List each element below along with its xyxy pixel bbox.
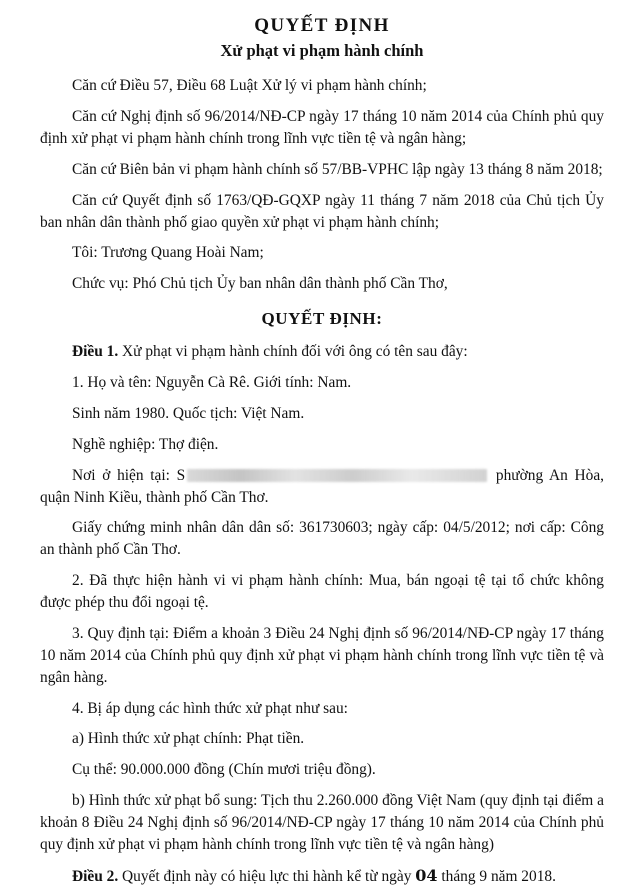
address-suffix: phường An Hòa, quận Ninh Kiều, thành phố Cần Thơ. bbox=[40, 466, 604, 506]
article-1-item-4b: b) Hình thức xử phạt bổ sung: Tịch thu 2.260.000 đồng Việt Nam (quy định tại điểm a khoản 8 Điều 24 Nghị định số 96/2014/NĐ-CP ngày 17 tháng 10 năm 2014 của Chính phủ quy định xử phạt vi phạm hành chính trong lĩnh vực tiền tệ và ngân hàng) bbox=[40, 792, 604, 853]
article-2-label: Điều 2. bbox=[72, 867, 119, 885]
article-1-item-1: 1. Họ và tên: Nguyễn Cà Rê. Giới tính: Nam. bbox=[72, 374, 352, 392]
article-1-item-4a: a) Hình thức xử phạt chính: Phạt tiền. bbox=[72, 730, 305, 748]
issuer-name: Tôi: Trương Quang Hoài Nam; bbox=[72, 244, 264, 262]
preamble-line-2: Căn cứ Nghị định số 96/2014/NĐ-CP ngày 17 tháng 10 năm 2014 của Chính phủ quy định xử phạt vi phạm hành chính trong lĩnh vực tiền tệ và ngân hàng; bbox=[40, 108, 604, 147]
preamble-line-4: Căn cứ Quyết định số 1763/QĐ-GQXP ngày 11 tháng 7 năm 2018 của Chủ tịch Ủy ban nhân dân thành phố giao quyền xử phạt vi phạm hành chính; bbox=[40, 191, 604, 231]
article-1-occupation: Nghề nghiệp: Thợ điện. bbox=[72, 435, 219, 453]
article-2-text-before-date: Quyết định này có hiệu lực thi hành kể từ ngày bbox=[118, 867, 416, 885]
article-1-item-3: 3. Quy định tại: Điểm a khoản 3 Điều 24 Nghị định số 96/2014/NĐ-CP ngày 17 tháng 10 năm 2014 của Chính phủ quy định xử phạt vi phạm hành chính trong lĩnh vực tiền tệ và ngân hàng. bbox=[40, 624, 604, 686]
document-subtitle: Xử phạt vi phạm hành chính bbox=[220, 40, 424, 60]
article-1-address bbox=[40, 465, 604, 509]
article-1-id-card: Giấy chứng minh nhân dân dân số: 361730603; ngày cấp: 04/5/2012; nơi cấp: Công an thành phố Cần Thơ. bbox=[40, 519, 604, 559]
preamble-line-3: Căn cứ Biên bản vi phạm hành chính số 57/BB-VPHC lập ngày 13 tháng 8 năm 2018; bbox=[72, 160, 603, 178]
issuer-position: Chức vụ: Phó Chủ tịch Ủy ban nhân dân thành phố Cần Thơ, bbox=[72, 275, 448, 293]
address-prefix: Nơi ở hiện tại: S bbox=[72, 466, 186, 484]
article-1-heading bbox=[40, 341, 604, 363]
article-1-label: Điều 1. bbox=[72, 343, 119, 361]
document-title: QUYẾT ĐỊNH bbox=[254, 15, 390, 36]
article-1-item-4a-detail: Cụ thể: 90.000.000 đồng (Chín mươi triệu đồng). bbox=[72, 761, 376, 779]
article-1-heading-text: Xử phạt vi phạm hành chính đối với ông có tên sau đây: bbox=[118, 343, 468, 361]
preamble-line-1: Căn cứ Điều 57, Điều 68 Luật Xử lý vi phạm hành chính; bbox=[72, 77, 427, 95]
article-1-item-4: 4. Bị áp dụng các hình thức xử phạt như sau: bbox=[72, 699, 348, 717]
article-1-birth-nationality: Sinh năm 1980. Quốc tịch: Việt Nam. bbox=[72, 404, 305, 422]
decision-heading: QUYẾT ĐỊNH: bbox=[261, 309, 383, 329]
article-2 bbox=[40, 865, 604, 888]
article-2-text-after-date: tháng 9 năm 2018. bbox=[437, 867, 556, 885]
handwritten-day: 04 bbox=[415, 865, 438, 885]
article-1-item-2: 2. Đã thực hiện hành vi vi phạm hành chính: Mua, bán ngoại tệ tại tổ chức không được phép thu đổi ngoại tệ. bbox=[40, 572, 604, 612]
redacted-address-block bbox=[187, 469, 487, 482]
